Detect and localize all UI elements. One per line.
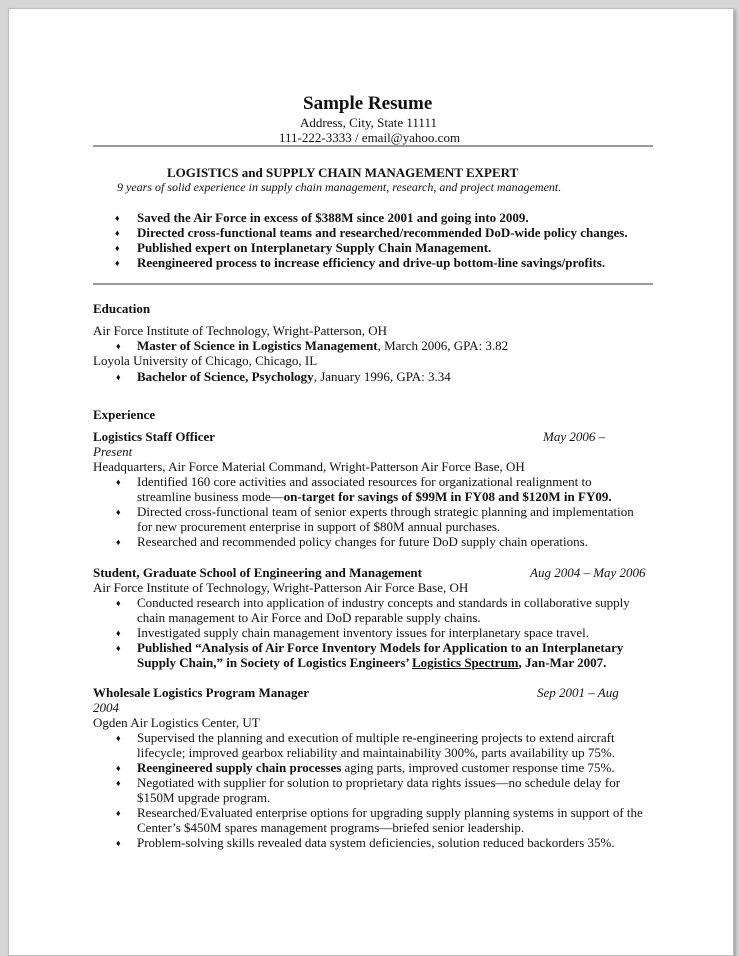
job-bullet-text: lifecycle; improved gearbox reliability and maintainability 300%, parts availability up 75%. [137, 745, 615, 760]
bullet-text-bold: Reengineered supply chain processes [137, 760, 342, 775]
bullet-icon: ♦ [116, 808, 121, 818]
experience-heading: Experience [93, 407, 156, 422]
job-bullet-text: Published “Analysis of Air Force Inventory Models for Application to an Interplanetary [137, 640, 624, 655]
job-bullet-text: Investigated supply chain management inventory issues for interplanetary space travel. [137, 625, 589, 640]
bullet-icon: ♦ [115, 213, 120, 223]
job-organization: Headquarters, Air Force Material Command, Wright-Patterson Air Force Base, OH [93, 459, 525, 474]
degree-line [137, 369, 451, 384]
bullet-icon: ♦ [115, 228, 120, 238]
degree-details: , March 2006, GPA: 3.82 [377, 338, 509, 353]
job-organization: Ogden Air Logistics Center, UT [93, 715, 260, 730]
job-title: Logistics Staff Officer [93, 429, 216, 444]
job-bullet-text: $150M upgrade program. [137, 790, 271, 805]
journal-name: Logistics Spectrum [411, 655, 519, 670]
degree-details: , January 1996, GPA: 3.34 [313, 369, 451, 384]
degree-line [137, 338, 508, 353]
publication-citation: Supply Chain,” in Society of Logistics Engineers’ [137, 655, 412, 670]
job-bullet-text: Negotiated with supplier for solution to proprietary data rights issues—no schedule delay for [137, 775, 621, 790]
summary-headline: LOGISTICS and SUPPLY CHAIN MANAGEMENT EXPERT [167, 165, 519, 180]
education-heading: Education [93, 301, 151, 316]
highlight-item: Published expert on Interplanetary Supply Chain Management. [137, 240, 492, 255]
bullet-icon: ♦ [116, 507, 121, 517]
bullet-icon: ♦ [116, 778, 121, 788]
bullet-icon: ♦ [116, 763, 121, 773]
job-bullet-text: Directed cross-functional team of senior experts through strategic planning and implementation [137, 504, 634, 519]
job-bullet-text: Researched/Evaluated enterprise options for upgrading supply planning systems in support of the [137, 805, 643, 820]
address: Address, City, State 11111 [300, 115, 437, 130]
highlight-item: Directed cross-functional teams and researched/recommended DoD-wide policy changes. [137, 225, 628, 240]
job-title: Student, Graduate School of Engineering and Management [93, 565, 422, 580]
bullet-icon: ♦ [116, 537, 121, 547]
job-dates-continued: Present [93, 444, 133, 459]
job-bullet-text: Identified 160 core activities and associated resources for organizational realignment to [137, 474, 592, 489]
job-bullet-text [137, 489, 612, 504]
job-bullet-text: Researched and recommended policy changes for future DoD supply chain operations. [137, 534, 588, 549]
job-organization: Air Force Institute of Technology, Wright-Patterson Air Force Base, OH [93, 580, 469, 595]
bullet-icon: ♦ [116, 628, 121, 638]
bullet-icon: ♦ [116, 341, 121, 351]
resume-page [8, 8, 734, 956]
school-name: Loyola University of Chicago, Chicago, IL [93, 353, 318, 368]
highlight-item: Saved the Air Force in excess of $388M since 2001 and going into 2009. [137, 210, 529, 225]
job-bullet-text: Supervised the planning and execution of multiple re-engineering projects to extend aircraft [137, 730, 615, 745]
bullet-text-plain: aging parts, improved customer response time 75%. [341, 760, 615, 775]
summary-divider [93, 283, 653, 285]
bullet-icon: ♦ [116, 643, 121, 653]
degree-name: Bachelor of Science, Psychology [137, 369, 314, 384]
bullet-icon: ♦ [116, 838, 121, 848]
bullet-icon: ♦ [115, 258, 120, 268]
bullet-text-plain: streamline business mode— [137, 489, 284, 504]
job-bullet-text: for new procurement enterprise in support of $80M annual purchases. [137, 519, 501, 534]
job-bullet-text: Problem-solving skills revealed data system deficiencies, solution reduced backorders 35%. [137, 835, 615, 850]
job-dates: Aug 2004 – May 2006 [530, 565, 646, 580]
publication-date: , Jan-Mar 2007. [518, 655, 607, 670]
job-bullet-text [137, 760, 615, 775]
header-divider [93, 145, 653, 147]
school-name: Air Force Institute of Technology, Wright-Patterson, OH [93, 323, 388, 338]
job-dates: Sep 2001 – Aug [537, 685, 619, 700]
bullet-icon: ♦ [116, 477, 121, 487]
bullet-icon: ♦ [116, 372, 121, 382]
bullet-text-bold: on-target for savings of $99M in FY08 and $120M in FY09. [283, 489, 612, 504]
highlight-item: Reengineered process to increase efficiency and drive-up bottom-line savings/profits. [137, 255, 606, 270]
job-bullet-text: chain management to Air Force and DoD reparable supply chains. [137, 610, 481, 625]
contact-info: 111-222-3333 / email@yahoo.com [279, 130, 461, 145]
job-dates: May 2006 – [543, 429, 606, 444]
job-title: Wholesale Logistics Program Manager [93, 685, 310, 700]
degree-name: Master of Science in Logistics Management [137, 338, 378, 353]
resume-title: Sample Resume [303, 93, 433, 114]
job-dates-continued: 2004 [93, 700, 119, 715]
job-bullet-text: Conducted research into application of industry concepts and standards in collaborative supply [137, 595, 630, 610]
job-bullet-text [137, 655, 606, 670]
bullet-icon: ♦ [116, 733, 121, 743]
bullet-icon: ♦ [116, 598, 121, 608]
bullet-icon: ♦ [115, 243, 120, 253]
summary-tagline: 9 years of solid experience in supply chain management, research, and project management. [117, 180, 562, 194]
job-bullet-text: Center’s $450M spares management programs—briefed senior leadership. [137, 820, 525, 835]
